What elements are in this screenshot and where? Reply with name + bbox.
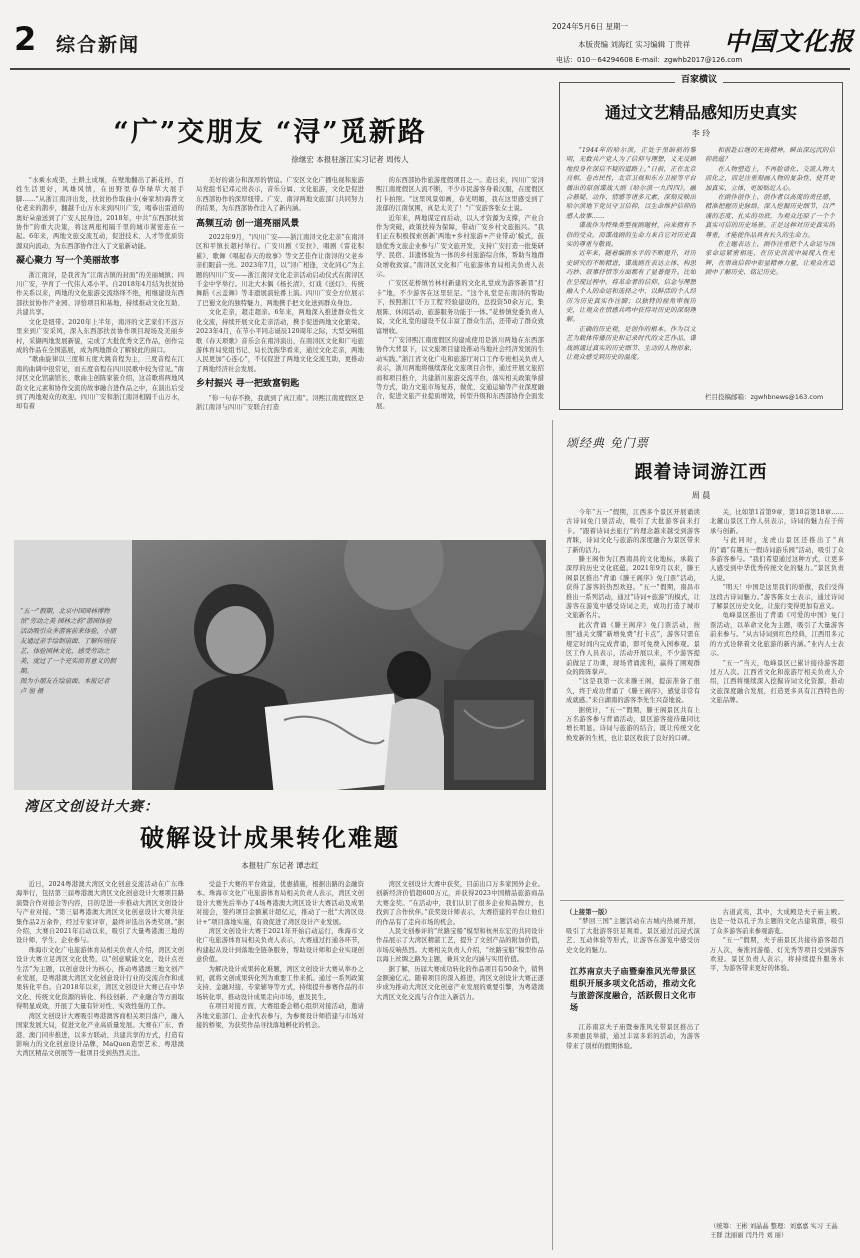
paragraph: 近年来，随着编剧水平的不断提升，对历史研究的不断精进，谍战剧在表达立体、构思巧妙、叙事抒情等方面都有了显著提升。比如在呈现过程中，将革命者的信仰、信念与理想融入个人的命运和选择之中，以鲜活的个人经历为历史真实作注脚；以独特的视角审视历史，让观众在情感共鸣中获得对历史的深刻理解。 [566, 250, 696, 324]
paragraph: 珠海市文化广电旅游体育局相关负责人介绍，湾区文创设计大赛立足湾区文化优势，以“创意赋能文化，设计点亮生活”为主题，以创意设计为核心，推动粤港澳三地文创产业发展，是粤港澳大湾区文化创意设计行业的交流合作和成果转化平台。自2018年以来，湾区文创设计大赛已在中华文化、传统文化资源的转化、科技创新、产业融合等方面取得明显成效，开展了大量有针对性、实效性强的工作。 [16, 946, 184, 1011]
paragraph: “梦回三国”主题活动在古城内热闹开展，吸引了大批游客驻足观看。景区通过沉浸式演艺、互动体验等形式，让游客在游览中感受历史文化的魅力。 [566, 918, 700, 954]
article1-column-3 [376, 176, 544, 538]
note-column-1 [566, 908, 700, 1248]
paragraph: “五一”假期，夫子庙景区共接待游客超百万人次，秦淮河游船、灯光秀等项目受到游客欢迎。景区负责人表示，将持续提升服务水平，为游客带来更好的体验。 [710, 937, 844, 973]
note-editor: （统筹：王彬 刘晶晶 整理：刘嘉嘉 实习 王晶 王群 沈丽丽 闫丹丹 刘 丽） [710, 1223, 838, 1239]
article1-subheading-3: 乡村振兴 寻一把致富钥匙 [196, 379, 300, 390]
paragraph: “广安浔熙江南度假区的建成使用是浙川两地在东西部协作大背景下，以文旅项目建设推动当地社会经济发展的生动实践。”浙江省文化广电和旅游厅对口工作专班相关负责人表示，浙川两地将继续深化文旅项目合作，通过开展文旅招商和项目推介，共建浙川旅游交流平台，落实相关政策举措等方式，助力文旅市场复苏，做优、交通运输等产业深度融合，促进文旅产业提质增效，转型升级和东西部协作全面发展。 [376, 336, 544, 410]
paragraph: 美好的诸分和深厚的情谊。广安区文化广播电视和旅游局党组书记邓元贵表示，音乐分属、文化旅游，文化是促进东西部协作的深厚纽带。广安、南浔两地文旅部门共同努力的结果，为东西部协作注入了新内涵。 [196, 177, 364, 213]
paragraph: 湾区文创设计大赛吸引粤港澳客商相关项目落户，融入国家发展大局，促进文化产业高质量发展。大赛在广东、香港、澳门同步推进，以多方联动、共建共享的方式，打造有影响力的文化创意设计品牌，MaQuen造型艺术、粤港澳大湾区精品文创展等一批项目受到热烈关注。 [16, 1012, 184, 1058]
paragraph: 古道武夷，其中，大成殿是夫子庙主殿。也是一处以孔子为主题的文化古建筑群，吸引了众多游客前来参观游览。 [710, 909, 844, 935]
editor-line: 本版责编 刘海红 实习编辑 丁贵祥 [578, 40, 691, 49]
paragraph: 滕王阁作为江西南昌的文化地标，承载了深厚的历史文化底蕴。2021年9月以来，滕王阁景区推出“背诵《滕王阁序》免门票”活动，获得了游客的热烈欢迎。“五一”假期，南昌市推出一系列活动，通过“诗词+旅游”的模式，让游客在游览中感受诗词之美，成功打造了城市文旅新名片。 [566, 556, 700, 620]
article1-subheading-2: 高频互动 创一道亮丽风景 [196, 218, 300, 229]
article1-column-2 [196, 176, 364, 538]
paragraph: 人民文创参评的“丝路宝船”模型和杭州东宏的共同设计作品展示了大湾区精湛工艺，提升了文创产品的附加价值，市场反响热烈。大赛相关负责人介绍，“丝路宝船”模型作品以海上丝绸之路为主题，兼具文化内涵与实用价值。 [376, 928, 544, 964]
article2-title: 破解设计成果转化难题 [140, 824, 400, 852]
paragraph: 今年“五一”假期，江西多个景区开展诵读古诗词免门票活动，吸引了大批游客前来打卡。“跟着诗词去旅行”的理念越来越受到游客青睐，诗词文化与旅游的深度融合为景区带来了新的活力。 [566, 509, 700, 554]
paragraph: “五一”当天，龟峰景区已累计接待游客超过万人次。江西省文化和旅游厅相关负责人介绍，江西将继续深入挖掘诗词文化资源，推动文旅深度融合发展，打造更多具有江西特色的文旅品牌。 [710, 659, 844, 705]
column-title: 通过文艺精品感知历史真实 [604, 103, 797, 122]
column-contact: 栏目投稿邮箱：zgwhbnews@163.com [705, 393, 824, 401]
article2-byline: 本报驻广东记者 谭志红 [241, 861, 319, 870]
article2-column-3 [376, 880, 544, 1252]
paragraph: 近日，2024粤港澳大湾区文化创意交流活动在广东珠海举行，包括第三届粤港澳大湾区文化创意设计大赛项目路演暨合作对接会等内容，目的是进一步推动大湾区文创设计与产业对接。“第三届粤港澳大湾区文化创意设计大赛共征集作品2万余件，经过专家评审，最终评选出各类奖项。”据介绍，大赛自2021年启动以来，吸引了大量粤港澳三地的设计师、学生、企业参与。 [16, 881, 184, 945]
paragraph: 的东西部协作旅游度假项目之一。造日来，四川广安浔熙江南度假区人流不断，不少市民游客身着汉服，在度假区打卡拍照。“这里风景如画，春光明媚，我在这里感受到了浓郁的江南氛围，真是太美了！”广安游客张女士说。 [376, 177, 544, 213]
paragraph: “明天！中国是这里我们的骄傲，我们受得这段古诗词魅力。”游客陈女士表示，通过诗词了解景区历史文化，让旅行变得更加有意义。 [710, 584, 844, 611]
paragraph: 在主题表达上，剧作注重把个人命运与国家命运紧密相连，在历史洪流中展现人性光辉，在崇高信仰中彰显精神力量，让观众在追剧中了解历史、铭记历史。 [705, 241, 835, 277]
paragraph: 湾区文创设计大赛中获奖，目前出口万多家国外企业。创新经济价值超600万元，并获得2023中国精品旅游商品大赛金奖。“在活动中，我们认识了很多企业和品牌方，也找到了合作伙伴。”获奖设计师表示，大赛搭建的平台让他们的作品有了走向市场的机会。 [376, 881, 544, 926]
paragraph: 文化走亲，超走超亲。6年来，两地深入推进群众性文化交流，持续开展文化走亲活动，携手促进两地文化繁荣。2023年4月，在节小平同志诞辰120周年之际，大型交响组歌《春天项歌》音乐会在南浔演出，在南浔区文化和广电旅游体育局党组书记、局长沈振华看来，通过文化走亲，两地人民更加“心连心”，不仅促进了两地文化交流互助，更推动了两地经济社会发展。 [196, 309, 364, 373]
paragraph: 为解决设计成果转化难题，湾区文创设计大赛从举办之初，就将文创成果转化列为重要工作来抓。通过一系列政策支持、金融对接、专家辅导等方式，持续提升参赛作品的市场转化率，推动设计成果走向市场，惠及民生。 [196, 965, 364, 1001]
paragraph: 浙江南浔，是我省为“江南古镇的封面”的美丽城镇；四川广安，孕育了一代伟人邓小平。自2018年4月结为扶贫协作关系以来，两地的文化旅游交流络绎不绝，相继建设东西部扶贫协作产业园、浔恰项目和基地，持续推动文化互助、共建共享。 [16, 271, 184, 317]
article2-column-2 [196, 880, 364, 1252]
note-pullquote: 江苏南京夫子庙暨秦淮风光带景区组织开展多项文化活动，推动文化与旅游深度融合，活跃假日文化市场 [570, 966, 696, 1013]
section-name: 综合新闻 [56, 34, 141, 56]
contact-line: 电话：010－64294608 E-mail：zgwhb2017@126.com [556, 56, 743, 64]
paragraph: “你一句春不换，我就到了真江南”。浔熙江南度假区是浙江南浔与四川广安联合打造 [196, 394, 364, 411]
paragraph: 文化是纽带。2020年上半年，南浔的文艺家们不远万里来到广安采风，深入东西部扶贫协作项目现场及美丽乡村，采撷两地发展新貌，完成了大批优秀文艺作品，创作完成的作品在全国巡展，成为两地群众了解彼此的窗口。 [16, 318, 184, 354]
article3-author: 周 晨 [691, 491, 711, 500]
paragraph: “水乘水成渠，土耕土成壤，在壁地翻出了新花样，百姓生活更好，风雄风情，在田野里春华绿草大展手脚……”从浙江南浔出发，扶贫协作取曲小(秦家坝)海普文化老来的鹊步，翻越千山万水来到四川广安，喝恭出雷道的奥好朵童送到了广安人民身边。2018年，中共“东西部扶贫协作”的重大决策，将这两座相隔千里的城市紧密连在一起。6年来，两地文旅交流互动，促进技术、人才等优质资源双向流动，为东西部协作注入了文旅新动能。 [16, 177, 184, 250]
paragraph: 湾区文创设计大赛于2021年开始启动运行，珠海市文化广电旅游体育局相关负责人表示，大赛通过打通各环节，构建起从设计到落地全链条服务，帮助设计师和企业实现创意价值。 [196, 928, 364, 964]
page-number: 2 [14, 20, 37, 58]
column-author: 李 玲 [691, 129, 711, 138]
photo-credit: 图为小朋友在绘扇面。本报记者 卢 旭 摄 [20, 677, 110, 695]
article1-title: “广”交朋友 “浔”觅新路 [113, 117, 427, 148]
article3-column-1 [566, 508, 700, 890]
masthead-rule [10, 68, 850, 70]
paragraph: 和前赴后继的无畏精神，瞬出深远沉的信仰底蕴？ [705, 147, 835, 164]
paragraph: 在剧作创作上，创作者以高度的责任感，精准把握历史脉络，深入挖掘历史细节，以严谨的态度、扎实的功底，为观众还原了一个个真实可信的历史场景。正是这种对历史真实的尊重，才能使作品具有长久的生命力。 [705, 194, 835, 239]
paragraph: 龟峰景区推出了背诵《可爱的中国》免门票活动，以革命文化为主题，吸引了大量游客前来参与。“从古诗词到红色经典，江西用多元的方式诠释着文化旅游的新内涵。”业内人士表示。 [710, 612, 844, 658]
paragraph: 近年来，两地谋定而后动，以人才资源为支撑，产业合作为突破，政策扶持为保障，带动广安乡村文旅振兴。“我们正在积极探索创新‘两地+乡村旅游+产业带动’模式，鼓励优秀文旅企业参与广安文旅开发，支持广安打造一批集研学、民宿、非遗体验为一体的乡村旅游综合体，帮助当地群众增收致富。”南浔区文化和广电旅游体育局相关负责人表示。 [376, 214, 544, 279]
paragraph: 受益于大赛的平台效益，优惠措施，根据出路的金融资本。珠海市文化广电旅游体育局相关负责人表示，湾区文创设计大赛先后举办了4场粤港澳大湾区设计大赛活动及成果对接会，签约项目金额累计超亿元，推动了一批“大湾区设计+”项目落地实施，有效促进了湾区设计产业发展。 [196, 881, 364, 926]
paragraph: 此次背诵《滕王阁序》免门票活动，按照“通关文牒”新增免费“打卡点”，游客只需在规定时间内完成背诵，即可免费入园参观。景区工作人员表示，活动开展以来，不少游客提前做足了功课，现场背诵流利，赢得了围观群众的阵阵掌声。 [566, 621, 700, 676]
column-box-col2 [705, 146, 835, 382]
paragraph: “1944年的哈尔滨，正处于黑暗前的黎明，无数共产党人为了信仰与理想，义无反顾地投身在深信不疑的道路上。”日前，正在北京亮相，卷古民性，北京卫视和东方卫视等平台播出的原创谍战大剧《哈尔滨一九四四》，融合悬疑、动作、情感等诸多元素，深刻反映出哈尔滨地下党员守卫信仰，以生命维护信仰的感人故事…… [566, 147, 696, 220]
date-line: 2024年5月6日 星期一 [552, 22, 629, 31]
paragraph: 据统计，“五一”假期，滕王阁景区共有上万名游客参与背诵活动，景区游客接待量同比增长明显。诗词与旅游的结合，既让传统文化焕发新的生机，也让景区收获了良好的口碑。 [566, 706, 700, 742]
photo-caption [20, 606, 116, 696]
article3-kicker: 颂经典 免门票 [566, 436, 649, 450]
article1-byline: 徐继宏 本报驻浙江实习记者 周传人 [291, 155, 409, 164]
paragraph: 正确的历史观，是创作的根本。作为以文艺为载体传播历史和记录时代的文艺作品，谍战剧通过真实的历史细节、生动的人物形象，让观众感受到历史的温度。 [566, 325, 696, 361]
note-column-2 [710, 908, 844, 1220]
paragraph: “歌曲旋律以三度和五度大跳音程为主，三度音程在江南的曲调中很常见，而五度音程在四川民歌中较为常见。”南浔区文化馆副馆长、歌曲主创陈家筱介绍，这首歌将两地风韵文化元素和协作交流的故事融合进作品之中，在演出后受到了两地观众的欢迎。四川广安和浙江南浔相隔千山万水，却有着 [16, 356, 184, 411]
column-divider [552, 420, 553, 1250]
paragraph: 与此同时，龙虎山景区还推出了“真的”诵“有趣五一假诗词游乐园”活动，吸引了众多游客参与。“我们希望通过这种方式，让更多人感受到中华优秀传统文化的魅力。”景区负责人说。 [710, 537, 844, 582]
article2-kicker: 湾区文创设计大赛： [24, 799, 159, 815]
note-heading: （上接第一版） [566, 909, 611, 916]
article2-column-1 [16, 880, 184, 1252]
caption-text: “五一”假期，北京中国园林博物馆“劳动之美 园林之韵”游园体验活动吸引众多游客前来体验，小朋友通过亲手绘制扇面、了解传统技艺、体验园林文化，感受劳动之美，度过了一个充实而有意义的假期。 [20, 607, 116, 675]
paragraph: 江苏南京夫子庙暨秦淮风光带景区推出了多项惠民举措，通过丰富多彩的活动，为游客带来了别样的假期体验。 [566, 1024, 700, 1050]
paragraph: 谍战作为特殊类型视剧题材，向来拥有不俗的受众，而谍战剧的生命力来自它对历史真实的尊重与敬畏。 [566, 222, 696, 249]
article3-column-2 [710, 508, 844, 890]
paragraph: 关，比如第1首第9章、第10首第18章……北麓山景区工作人员表示，诗词的魅力在于传承与创新。 [710, 509, 844, 535]
section-divider [560, 900, 844, 901]
paragraph: 广安区花桥镇竹林村新建的文化礼堂成为游客新晋“打卡”地，不少游客在这里驻足。“这个礼堂是在南浔的帮助下，按照浙江‘千万工程’经验建设的，总投资50余万元，集展陈、休闲活动、旅游服务功能于一体。”花桥镇党委负责人说，文化礼堂的建设不仅丰富了群众生活，还带动了群众致富增收。 [376, 280, 544, 335]
paragraph: “这是我第一次来滕王阁，提前准备了很久，终于成功背诵了《滕王阁序》，感觉非常有成就感。”来自湖南的游客李先生兴奋地说。 [566, 678, 700, 705]
paragraph: 在项目对接方面，大赛组委会精心组织对接活动，邀请各地文旅部门、企业代表参与，为参赛设计师搭建与市场对接的桥梁，为获奖作品寻找落地孵化的机会。 [196, 1003, 364, 1030]
article1-subheading-1: 凝心聚力 写一个美丽故事 [16, 256, 120, 267]
column-label: 百家横议 [675, 72, 723, 85]
paragraph: 据了解，历届大赛成功转化的作品项目有50余个，销售金额逾亿元。随着项目的深入推进，湾区文创设计大赛正逐步成为推动大湾区文化创意产业发展的重要引擎，为粤港澳大湾区文化交流与合作注入新活力。 [376, 965, 544, 1001]
paragraph: 2022年9月，“四川广安——浙江南浔文化走亲”在南浔区和平镇长超村举行。广安川剧《安拉》、唱剧《雷花积累》、歌舞《唱起春天的故事》等文艺佳作让南浔的父老乡亲们眼前一亮。2023年7月，以“浔广相逢，文化同心”为主题的四川广安——浙江南浔文化走亲活动启动仪式在南浔区千金中学举行。川北大木偶《杨长清》、灯戏《送灯》、传统舞蹈《云盖舞》等非遗展演轮番上演。四川广安全方位展示了巴蜀文化的独特魅力，两地携手把文化送到群众身边。 [196, 234, 364, 307]
paragraph: 在人物塑造上，不再脸谱化、交流人物大而化之，而是注重刻画人物的复杂性，使其更加真实、立体，更加贴近人心。 [705, 165, 835, 192]
article3-title: 跟着诗词游江西 [634, 462, 768, 483]
newspaper-logo: 中国文化报 [724, 27, 855, 56]
column-box-col1 [566, 146, 696, 396]
